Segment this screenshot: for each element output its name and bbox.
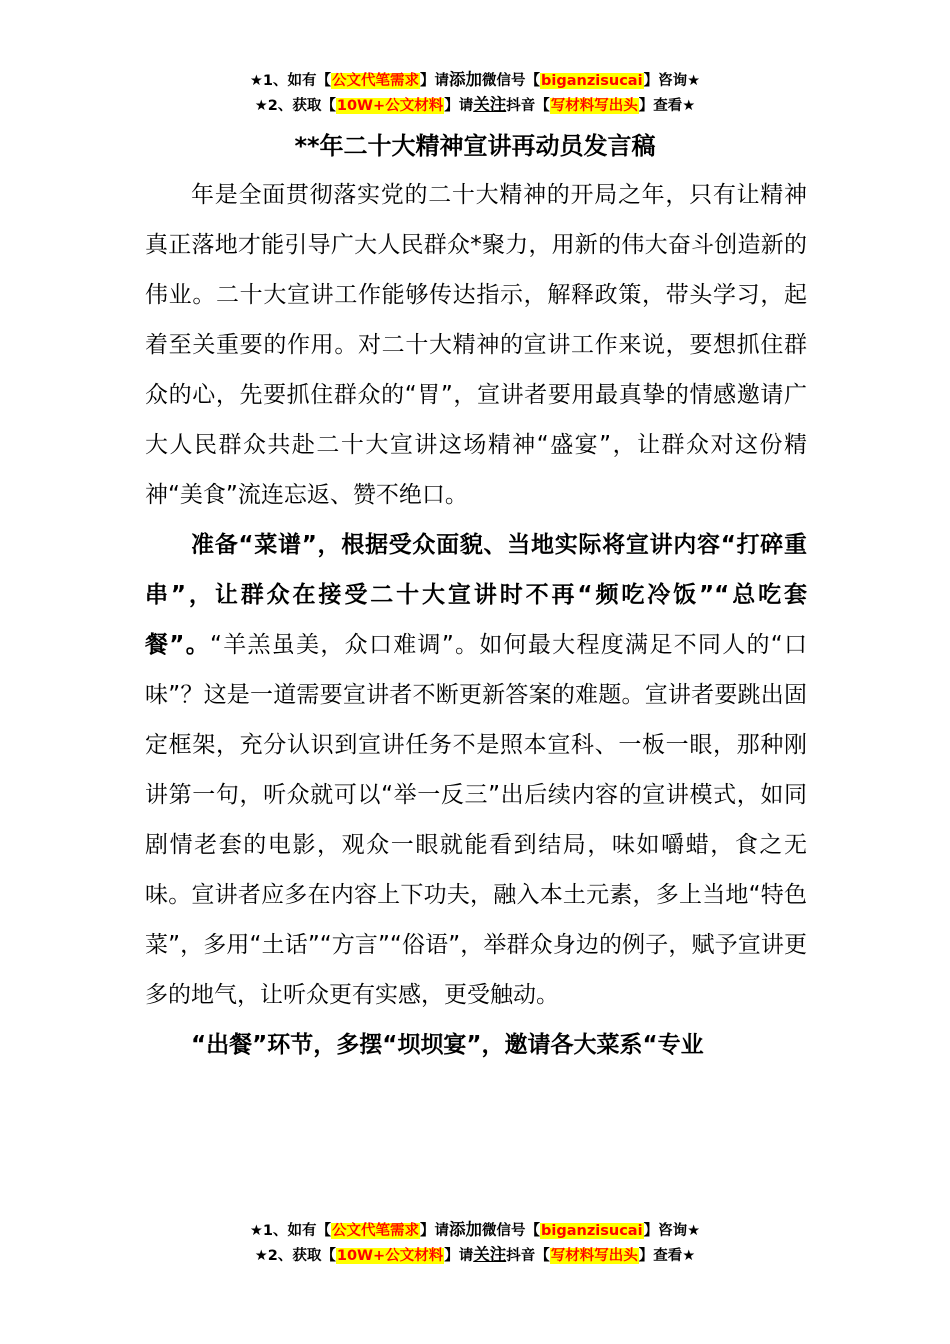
paragraph-2-lead: 准备“菜谱”，根据受众面貌、当地实际将宣讲内容“打碎重串”，让群众在接受二十大宣讲时不再“频吃冷饭”“总吃套餐”。	[145, 532, 807, 658]
promo-header	[0, 68, 950, 118]
highlight-materials: 10W+公文材料	[336, 98, 444, 114]
promo-line-1: ★1、如有【公文代笔需求】请添加微信号【biganzisucai】咨询★	[249, 1220, 701, 1239]
highlight-wechat-id: biganzisucai	[541, 73, 643, 89]
highlight-service: 公文代笔需求	[332, 73, 420, 89]
paragraph-3-lead: “出餐”环节，多摆“坝坝宴”，邀请各大菜系“专业	[191, 1032, 704, 1058]
paragraph-3	[145, 1020, 807, 1070]
highlight-wechat-id: biganzisucai	[541, 1223, 643, 1239]
promo-line-2: ★2、获取【10W+公文材料】请关注抖音【写材料写出头】查看★	[254, 95, 696, 114]
promo-footer	[0, 1218, 950, 1268]
highlight-materials: 10W+公文材料	[336, 1248, 444, 1264]
paragraph-2	[145, 520, 807, 1020]
paragraph-2-body: “羊羔虽美，众口难调”。如何最大程度满足不同人的“口味”？这是一道需要宣讲者不断更新答案的难题。宣讲者要跳出固定框架，充分认识到宣讲任务不是照本宣科、一板一眼，那种刚讲第一句，听众就可以“举一反三”出后续内容的宣讲模式，如同剧情老套的电影，观众一眼就能看到结局，味如嚼蜡，食之无味。宣讲者应多在内容上下功夫，融入本土元素，多上当地“特色菜”，多用“土话”“方言”“俗语”，举群众身边的例子，赋予宣讲更多的地气，让听众更有实感，更受触动。	[145, 632, 808, 1008]
highlight-service: 公文代笔需求	[332, 1223, 420, 1239]
highlight-douyin-id: 写材料写出头	[550, 1248, 638, 1264]
highlight-douyin-id: 写材料写出头	[550, 98, 638, 114]
promo-line-2: ★2、获取【10W+公文材料】请关注抖音【写材料写出头】查看★	[254, 1245, 696, 1264]
promo-line-1: ★1、如有【公文代笔需求】请添加微信号【biganzisucai】咨询★	[249, 70, 701, 89]
document-title: **年二十大精神宣讲再动员发言稿	[294, 132, 656, 160]
paragraph-1: 年是全面贯彻落实党的二十大精神的开局之年，只有让精神真正落地才能引导广大人民群众*聚力，用新的伟大奋斗创造新的伟业。二十大宣讲工作能够传达指示，解释政策，带头学习，起着至关重要的作用。对二十大精神的宣讲工作来说，要想抓住群众的心，先要抓住群众的“胃”，宣讲者要用最真挚的情感邀请广大人民群众共赴二十大宣讲这场精神“盛宴”，让群众对这份精神“美食”流连忘返、赞不绝口。	[145, 182, 807, 508]
document-body	[145, 170, 807, 1070]
